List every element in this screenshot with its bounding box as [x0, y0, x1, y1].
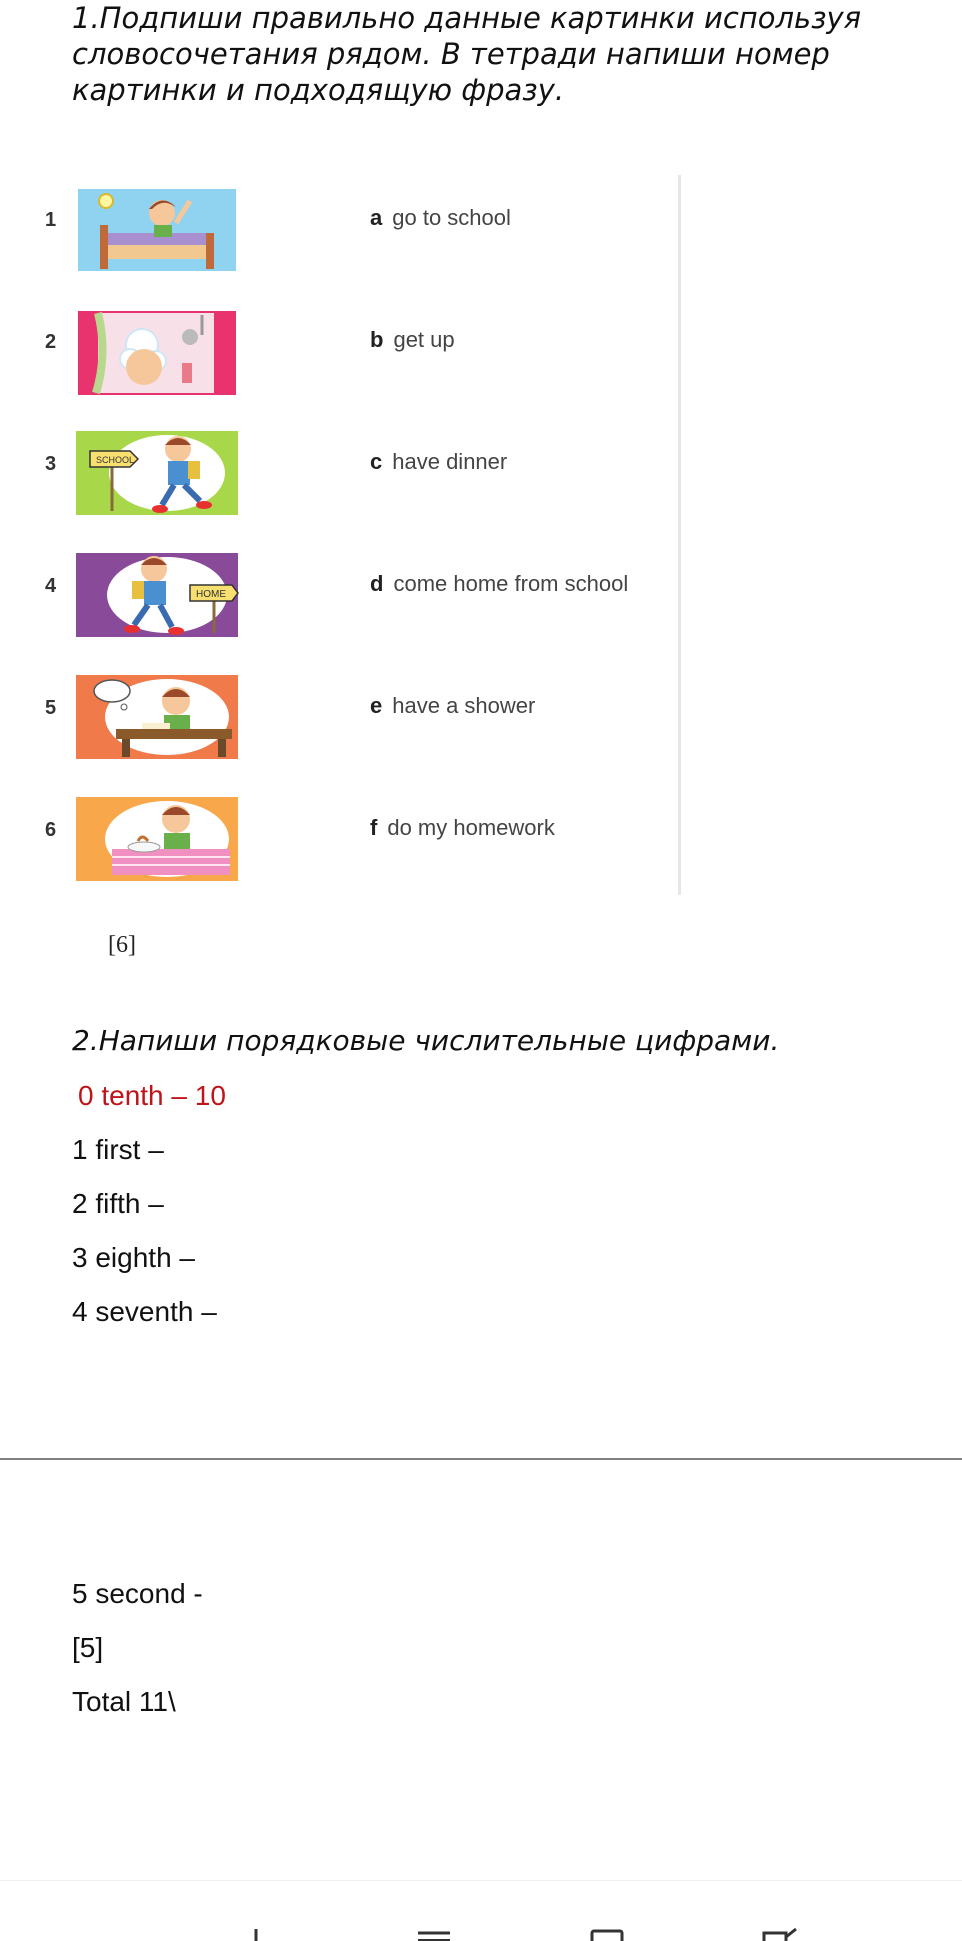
boy-doing-homework-picture — [72, 671, 242, 763]
task2-line-2: 2 fifth – — [72, 1188, 164, 1219]
bottom-toolbar — [0, 1880, 962, 1941]
boy-walking-to-school-picture — [72, 427, 242, 519]
toolbar-icon-2[interactable] — [416, 1925, 456, 1941]
picture-number: 1 — [45, 209, 57, 231]
phrase-text: get up — [393, 327, 455, 352]
exercise-row-3 — [30, 419, 682, 541]
task2-line-3: 3 eighth – — [72, 1242, 195, 1273]
page-break-divider — [0, 1458, 962, 1460]
task2-line-4: 4 seventh – — [72, 1296, 217, 1327]
phrase-option — [370, 693, 535, 719]
boy-eating-dinner-picture — [72, 793, 242, 885]
boy-taking-shower-picture — [72, 305, 242, 397]
phrase-text: go to school — [392, 205, 511, 230]
picture-number: 3 — [45, 453, 57, 475]
boy-waking-up-in-bed-picture — [72, 183, 242, 275]
phrase-letter: d — [370, 571, 384, 596]
task2-example-line: 0 tenth – 10 — [78, 1080, 226, 1111]
task2-line-5: 5 second - — [72, 1578, 203, 1609]
task1-instructions: 1.Подпиши правильно данные картинки используя словосочетания рядом. В тетради напиши номер картинки и подходящую фразу. — [72, 1, 862, 107]
phrase-option — [370, 205, 511, 231]
exercise-row-6 — [30, 785, 682, 907]
picture-number: 2 — [45, 331, 57, 353]
home-sign-text: HOME — [196, 589, 226, 600]
task2-line-1: 1 first – — [72, 1134, 164, 1165]
phrase-letter: c — [370, 449, 383, 474]
task2-instructions: 2.Напиши порядковые числительные цифрами. — [72, 1024, 780, 1057]
picture-number: 6 — [45, 819, 57, 841]
picture-number: 5 — [45, 697, 57, 719]
phrase-text: do my homework — [387, 815, 555, 840]
task2-score: [5] — [72, 1632, 104, 1663]
task1-score: [6] — [108, 932, 136, 958]
exercise-row-4 — [30, 541, 682, 663]
boy-walking-home-picture — [72, 549, 242, 641]
phrase-option — [370, 449, 507, 475]
school-sign-text: SCHOOL — [96, 455, 135, 465]
phrase-text: have a shower — [392, 693, 536, 718]
phrase-letter: e — [370, 693, 383, 718]
phrase-text: have dinner — [392, 449, 508, 474]
matching-exercise — [30, 175, 682, 895]
toolbar-icon-4[interactable] — [762, 1925, 802, 1941]
phrase-letter: f — [370, 815, 378, 840]
phrase-text: come home from school — [393, 571, 629, 596]
exercise-row-5 — [30, 663, 682, 785]
phrase-option — [370, 327, 455, 353]
exercise-row-1 — [30, 175, 682, 297]
total-score: Total 11\ — [72, 1686, 176, 1717]
phrase-letter: b — [370, 327, 384, 352]
exercise-row-2 — [30, 297, 682, 419]
toolbar-icon-3[interactable] — [590, 1925, 630, 1941]
phrase-option — [370, 815, 555, 841]
phrase-option — [370, 571, 628, 597]
phrase-letter: a — [370, 205, 383, 230]
picture-number: 4 — [45, 575, 57, 597]
toolbar-icon-1[interactable] — [246, 1925, 286, 1941]
